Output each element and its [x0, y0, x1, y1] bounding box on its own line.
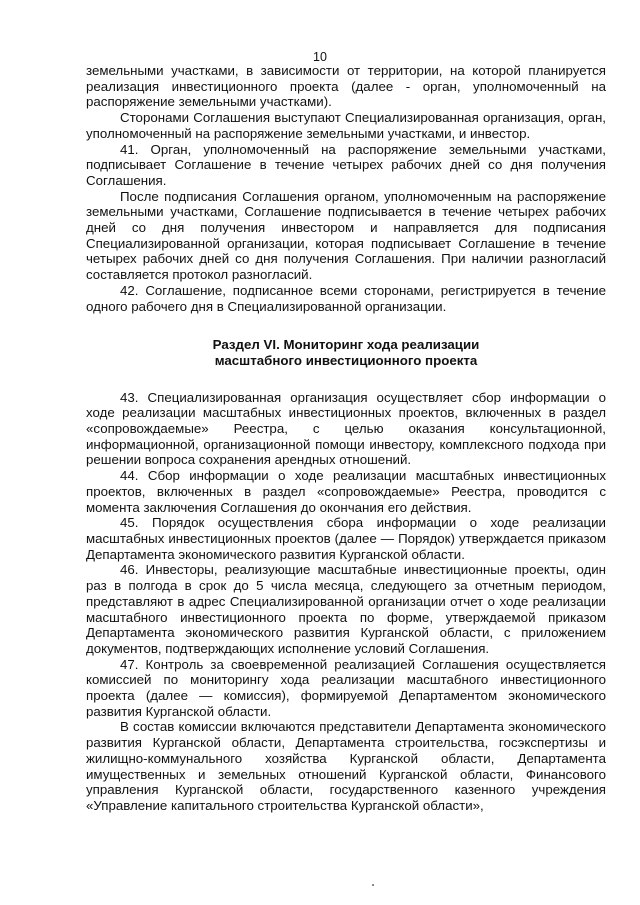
paragraph-8: 46. Инвесторы, реализующие масштабные инвестиционные проекты, один раз в полгода в срок до 5 числа месяца, следующего за отчетным периодом, представляют в адрес Специализированной организации отчет о ходе реализации масштабного инвестиционного проекта по форме, утверждаемой приказом Департамента экономического развития Курганской области, с приложением документов, подтверждающих исполнение условий Соглашения.	[86, 562, 606, 656]
paragraph-0: земельными участками, в зависимости от территории, на которой планируется реализация инвестиционного проекта (далее - орган, уполномоченный на распоряжение земельными участками).	[86, 63, 606, 110]
paragraph-7: 45. Порядок осуществления сбора информации о ходе реализации масштабных инвестиционных проектов (далее — Порядок) утверждается приказом Департамента экономического развития Курганской области.	[86, 515, 606, 562]
page-number: 10	[313, 50, 327, 64]
paragraph-3: После подписания Соглашения органом, уполномоченным на распоряжение земельными участками, Соглашение подписывается в течение четырех рабочих дней со дня получения инвестором и направляется для подписания Специализированной организации, которая подписывает Соглашение в течение четырех рабочих дней со дня получения Соглашения. При наличии разногласий составляется протокол разногласий.	[86, 188, 606, 283]
paragraph-4: 42. Соглашение, подписанное всеми сторонами, регистрируется в течение одного рабочего дня в Специализированной организации.	[86, 282, 606, 314]
paragraph-10: В состав комиссии включаются представители Департамента экономического развития Курганской области, Департамента строительства, госэкспертизы и жилищно-коммунального хозяйства Курганской области, Департамента имущественных и земельных отношений Курганской области, Финансового управления Курганской области, государственного казенного учреждения «Управление капитального строительства Курганской области»,	[86, 719, 606, 813]
paragraph-9: 47. Контроль за своевременной реализацией Соглашения осуществляется комиссией по мониторингу хода реализации масштабного инвестиционного проекта (далее — комиссия), формируемой Департаментом экономического развития Курганской области.	[86, 656, 606, 719]
section-title-line-1: Раздел VI. Мониторинг хода реализации	[212, 337, 480, 353]
scan-speck	[372, 884, 374, 886]
paragraph-2: 41. Орган, уполномоченный на распоряжение земельными участками, подписывает Соглашение в течение четырех рабочих дней со дня получения Соглашения.	[86, 141, 606, 188]
document-body	[86, 63, 606, 814]
paragraph-1: Сторонами Соглашения выступают Специализированная организация, орган, уполномоченный на распоряжение земельными участками, и инвестор.	[86, 110, 606, 141]
section-title-line-2: масштабного инвестиционного проекта	[214, 352, 478, 368]
paragraph-6: 44. Сбор информации о ходе реализации масштабных инвестиционных проектов, включенных в раздел «сопровождаемые» Реестра, проводится с момента заключения Соглашения до окончания его действия.	[86, 468, 606, 515]
paragraph-5: 43. Специализированная организация осуществляет сбор информации о ходе реализации масштабных инвестиционных проектов, включенных в раздел «сопровождаемые» Реестра, с целью оказания консультационной, информационной, организационной помощи инвестору, комплексного подхода при решении вопроса сохранения арендных отношений.	[86, 389, 606, 468]
section-title	[86, 337, 606, 368]
